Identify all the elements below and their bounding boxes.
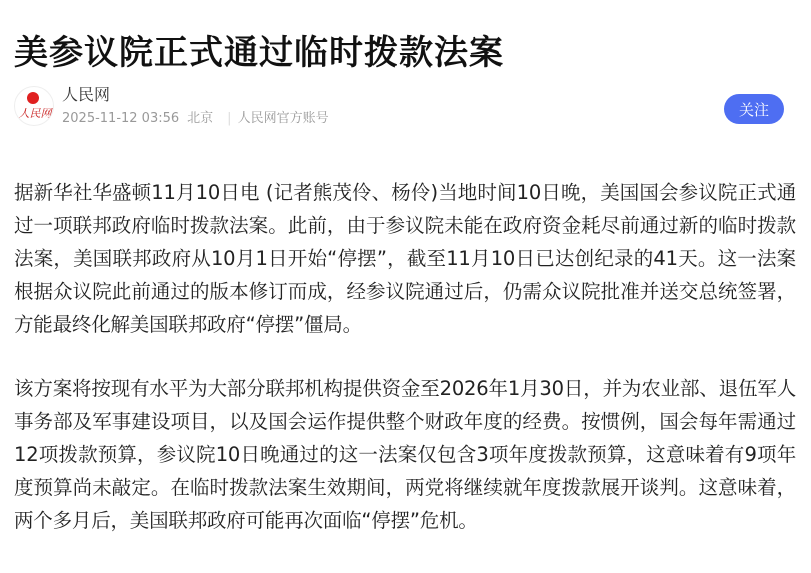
avatar-logo-text: 人民网 (18, 107, 52, 120)
article-paragraph: 该方案将按现有水平为大部分联邦机构提供资金至2026年1月30日，并为农业部、退伍军人事务部及军事建设项目，以及国会运作提供整个财政年度的经费。按惯例，国会每年需通过12项拨款预算，参议院10日晚通过的这一法案仅包含3项年度拨款预算，这意味着有9项年度预算尚未敲定。在临时拨款法案生效期间，两党将继续就年度拨款展开谈判。这意味着，两个多月后，美国联邦政府可能再次面临“停摆”危机。 (14, 377, 796, 532)
author-meta (62, 110, 337, 128)
publish-timestamp: 2025-11-12 03:56 (62, 111, 180, 126)
follow-button[interactable]: 关注 (724, 94, 784, 124)
article-paragraph: 据新华社华盛顿11月10日电 (记者熊茂伶、杨伶)当地时间10日晚，美国国会参议院正式通过一项联邦政府临时拨款法案。此前，由于参议院未能在政府资金耗尽前通过新的临时拨款法案，美国联邦政府从10月1日开始“停摆”，截至11月10日已达创纪录的41天。这一法案根据众议院此前通过的版本修订而成，经参议院通过后，仍需众议院批准并送交总统签署，方能最终化解美国联邦政府“停摆”僵局。 (14, 181, 796, 336)
account-type: 人民网官方账号 (237, 111, 329, 126)
article-title: 美参议院正式通过临时拨款法案 (14, 32, 504, 73)
publish-location: 北京 (187, 111, 214, 126)
people-daily-logo-icon (27, 92, 39, 104)
author-avatar[interactable] (14, 86, 54, 126)
article-body (14, 176, 796, 537)
meta-divider: | (227, 111, 232, 126)
author-row (14, 84, 796, 132)
author-name[interactable]: 人民网 (62, 85, 111, 104)
